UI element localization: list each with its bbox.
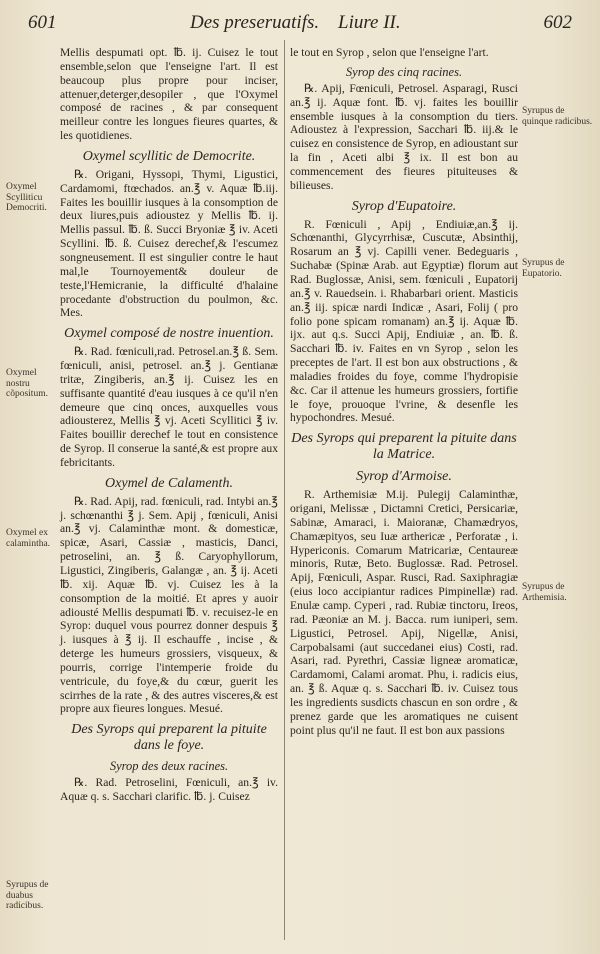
running-head [20, 12, 580, 38]
page-number-left: 601 [28, 12, 57, 33]
margin-note: Oxymel ex calamintha. [6, 528, 51, 549]
paragraph: le tout en Syrop , selon que l'enseigne l'art. [290, 46, 489, 59]
margin-note: Syrupus de duabus radicibus. [6, 880, 49, 911]
section-heading: Oxymel de Calamenth. [105, 475, 233, 491]
paragraph: R. Fœniculi , Apij , Endiuiæ,an.℥ ij. Schœnanthi, Glycyrrhisæ, Cuscutæ, Absinthij, Rosarum an ℥ vj. Capilli vener. Bedeguaris , Suchabæ (Spinæ Arab. aut Egyptiæ) florum aut Rad. Buglossæ, Anisi, sem. fœniculi , Eupatorij an.℥ v. Rauedsein. i. Rhabarbari orient. Masticis an.℥ iij. spicæ nardi Indicæ , Asari, Folij ( pro folio pone spicam romanam) an.℥ ij. Aquæ ℔. ijx. aut q.s. Succi Apij, Endiuiæ , an. ℔. ß. Sacchari ℔. iv. Faites en vn Syrop , selon les preceptes de l'art. Il est bon aux obstructions , & maladies froides du foye, comme l'hydropisie &c. Car il attenue les humeurs grossiers, fortifie le foye, prouoque l'vrine, & desenfle les hypochondres. Mesué. [290, 217, 518, 425]
paragraph: ℞. Origani, Hyssopi, Thymi, Ligustici, Cardamomi, ftœchados. an.℥ v. Aquæ ℔.iij. Faites les bouillir iusques à la consomption de deux liures,puis adioustez y Mellis ℔. ij. Mellis passul. ℔. ß. Succi Bryoniæ ℥ iv. Aceti Scyllini. ℔. ß. Cuisez derechef,& l'escumez songneusement. Il est singulier contre le haut mal,le Tournoyement& douleur de teste,l'Hemicranie, la difficulté d'halaine procedante d'obstruction du poulmon, &c. Mes. [60, 167, 278, 320]
paragraph: ℞. Rad. Petroselini, Fœniculi, an.℥ iv. Aquæ q. s. Sacchari clarific. ℔. j. Cuisez [60, 776, 278, 804]
margin-note: Syrupus de Arthemisia. [522, 582, 567, 603]
chapter-heading: Des Syrops qui preparent la pituite dans la Matrice. [291, 431, 517, 463]
column-divider [284, 40, 285, 940]
left-column [60, 46, 278, 804]
paragraph: ℞. Apij, Fœniculi, Petrosel. Asparagi, Rusci an.℥ ij. Aquæ font. ℔. vj. faites les bouillir ensemble iusques à la consomption du tiers. Adioustez à l'expression, Sacchari ℔. iij.& le cuisez en consistence de Syrop, en adioustant sur la fin , Aceti albi ℥ ix. Il est bon au commencement des fieures pituiteuses & bilieuses. [290, 81, 518, 192]
chapter-heading: Des Syrops qui preparent la pituite dans le foye. [71, 722, 267, 754]
section-heading: Syrop des deux racines. [109, 759, 229, 774]
paragraph: R. Arthemisiæ M.ij. Pulegij Calaminthæ, origani, Melissæ , Dictamni Cretici, Persicariæ, Sabinæ, Amaraci, i. Maioranæ, Chamædryos, Chamæpityos, seu Iuæ arthericæ , Perforatæ , i. Hypericonis. Comarum Matricariæ, Centaureæ minoris, Rutæ, Beto. Buglossæ. Rad. Petrosel. Apij, Fœniculi, Aspar. Rusci, Rad. Saxiphragiæ (eius loco accipiantur radices Pimpinellæ) rad. Enulæ camp. Cyperi , rad. Rubiæ tinctoru, Ireos, rad. Pæoniæ an M. j. Bacca. rum iuniperi, sem. Ligustici, Petrosel. Apij, Nigellæ, Anisi, Carpobalsami (aut succedanei eius) Costi, rad. Asari, rad. Pyrethri, Cassiæ ligneæ aromaticæ, Cardamomi, Calami aromat. Phu, i. radicis eius, an. ℥ ß. Aquæ q. s. Sacchari ℔. iv. Cuisez tous les ingredients susdicts chascun en son ordre , & prenez garde que les aromatiques ne cuisent point plus qu'il ne faut. Il est bon aux passions [290, 488, 518, 737]
page-number-right: 602 [543, 12, 572, 33]
section-heading: Syrop des cinq racines. [345, 64, 463, 79]
section-heading: Syrop d'Armoise. [356, 469, 452, 485]
running-book: Liure II. [338, 12, 401, 33]
margin-note: Oxymel Scylliticu Democriti. [6, 182, 47, 213]
running-title: Des preseruatifs. [190, 12, 320, 33]
paragraph: ℞. Rad. Apij, rad. fœniculi, rad. Intybi an.℥ j. schœnanthi ℥ j. Sem. Apij , fœniculi, Anisi an.℥ vj. Calaminthæ mont. & domesticæ, spicæ, Asari, Cassiæ , masticis, Danci, petroselini, an. ℥ ß. Caryophyllorum, Ligustici, Zingiberis, Galangæ , an. ℥ ij. Aceti ℔. xij. Aquæ ℔. vj. Cuisez les à la consomption de la moitié. Et apres y auoir adiousté Mellis despumati ℔. v. recuisez-le en Syrop: duquel vous pourrez donner despuis ℥ j. iusques à ℥ ij. Il eschauffe , incise , & deterge les humeurs grossiers, visqueux, & pourris, corrige l'intemperie froide du ventricule, du foye,& du cœur, guerit les scirrhes de la rate , & des autres visceres,& est propre aux fieures longues. Mesué. [60, 494, 278, 716]
paragraph: ℞. Rad. fœniculi,rad. Petrosel.an.℥ ß. Sem. fœniculi, anisi, petrosel. an.℥ j. Gentianæ tritæ, Zingiberis, an.℥ ij. Cuisez les en suffisante quantité d'eau iusques à ce qu'il n'en demeure que cinq onces, auxquelles vous adiousterez, Mellis ℥ vj. Aceti Scyllitici ℥ iv. Faites bouillir derechef le tout en consistence de Syrop. Il conserue la santé,& est propre aux febricitants. [60, 345, 278, 469]
margin-note: Oxymel nostru cõpositum. [6, 368, 48, 399]
section-heading: Oxymel scyllitic de Democrite. [82, 148, 256, 164]
section-heading: Oxymel composé de nostre inuention. [64, 326, 274, 342]
margin-note: Syrupus de quinque radicibus. [522, 106, 593, 127]
section-heading: Syrop d'Eupatoire. [351, 198, 457, 214]
right-column [290, 46, 518, 737]
paragraph: Mellis despumati opt. ℔. ij. Cuisez le tout ensemble,selon que l'enseigne l'art. Il est beaucoup plus propre pour inciser, attenuer,deterger,desopiler , que l'Oxymel composé de racines , & par consequent meilleur contre les longues fieures quartes, & les quotidienes. [60, 46, 278, 143]
margin-note: Syrupus de Eupatorio. [522, 258, 565, 279]
